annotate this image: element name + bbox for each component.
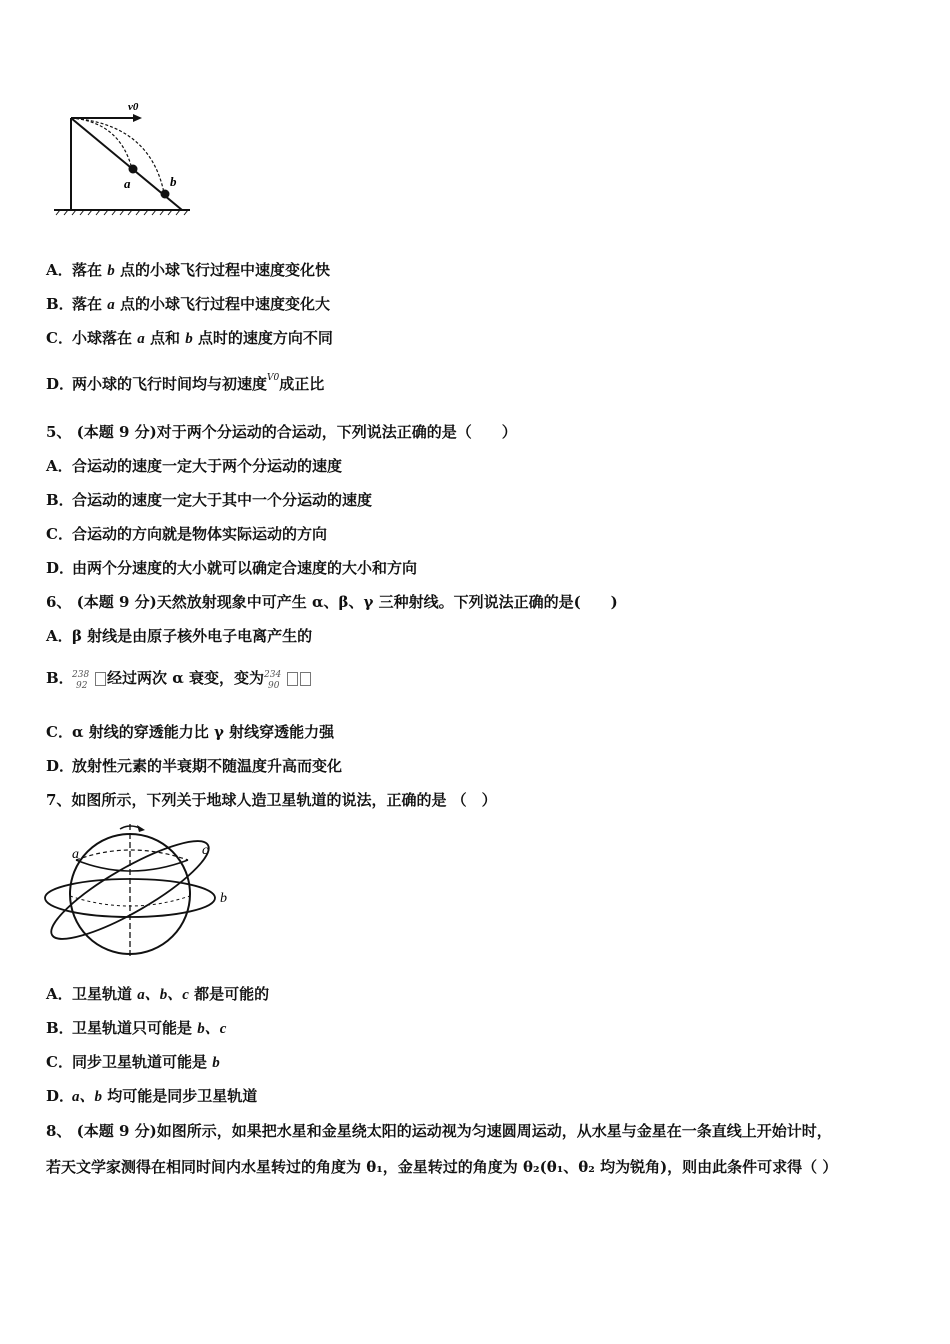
q6-option-d: D．放射性元素的半衰期不随温度升高而变化: [46, 757, 343, 775]
velocity-arrowhead: [133, 114, 142, 122]
projectile-incline-figure: [50, 98, 200, 223]
label-a: a: [124, 176, 131, 191]
q6-option-b: B． 238 92 经过两次 α 衰变，变为 234 90: [46, 668, 312, 689]
label-c: c: [202, 843, 209, 858]
q7-option-d: D．a、b 均可能是同步卫星轨道: [46, 1087, 258, 1105]
q5-stem: 5、 (本题 9 分)对于两个分运动的合运动，下列说法正确的是（ ）: [46, 423, 517, 441]
q4-option-b: B．落在 a 点的小球飞行过程中速度变化大: [46, 295, 330, 313]
label-v0: v0: [128, 101, 139, 113]
missing-glyph-box: [287, 672, 298, 686]
q7-option-b: B．卫星轨道只可能是 b、c: [46, 1019, 227, 1037]
q7-option-a: A．卫星轨道 a、b、c 都是可能的: [46, 985, 270, 1003]
missing-glyph-box: [300, 672, 311, 686]
q4-option-c: C．小球落在 a 点和 b 点时的速度方向不同: [46, 329, 333, 347]
q5-option-d: D．由两个分速度的大小就可以确定合速度的大小和方向: [46, 559, 418, 577]
q5-option-a: A．合运动的速度一定大于两个分运动的速度: [46, 457, 343, 475]
q5-option-c: C．合运动的方向就是物体实际运动的方向: [46, 525, 328, 543]
label-b: b: [220, 891, 227, 906]
orbit-a-front: [76, 860, 188, 871]
q4-option-a: A．落在 b 点的小球飞行过程中速度变化快: [46, 261, 330, 279]
satellite-orbits-figure: [40, 820, 240, 965]
isotope-thorium: 234 90: [264, 670, 282, 691]
q5-option-b: B．合运动的速度一定大于其中一个分运动的速度: [46, 491, 373, 509]
label-b: b: [170, 174, 177, 189]
q8-stem-line1: 8、 (本题 9 分)如图所示，如果把水星和金星绕太阳的运动视为匀速圆周运动，从水星与金星在一条直线上开始计时，: [46, 1122, 832, 1140]
ball-b: [161, 190, 170, 199]
q7-option-c: C．同步卫星轨道可能是 b: [46, 1053, 220, 1071]
q6-option-a: A．β 射线是由原子核外电子电离产生的: [46, 627, 313, 645]
ball-a: [129, 165, 138, 174]
q6-stem: 6、 (本题 9 分)天然放射现象中可产生 α、β、γ 三种射线。下列说法正确的是( ): [46, 593, 618, 611]
missing-glyph-box: [95, 672, 106, 686]
q4-option-d: D．两小球的飞行时间均与初速度$^{V0}$成正比: [46, 373, 325, 393]
isotope-uranium: 238 92: [72, 670, 90, 691]
q6-option-c: C．α 射线的穿透能力比 γ 射线穿透能力强: [46, 723, 335, 741]
label-a: a: [72, 847, 79, 862]
q7-stem: 7、如图所示，下列关于地球人造卫星轨道的说法，正确的是 （ ）: [46, 791, 497, 809]
q8-stem-line2: 若天文学家测得在相同时间内水星转过的角度为 θ₁，金星转过的角度为 θ₂(θ₁、θ₂ 均为锐角)，则由此条件可求得（ ）: [46, 1158, 838, 1176]
v0-symbol: V0: [267, 373, 280, 383]
